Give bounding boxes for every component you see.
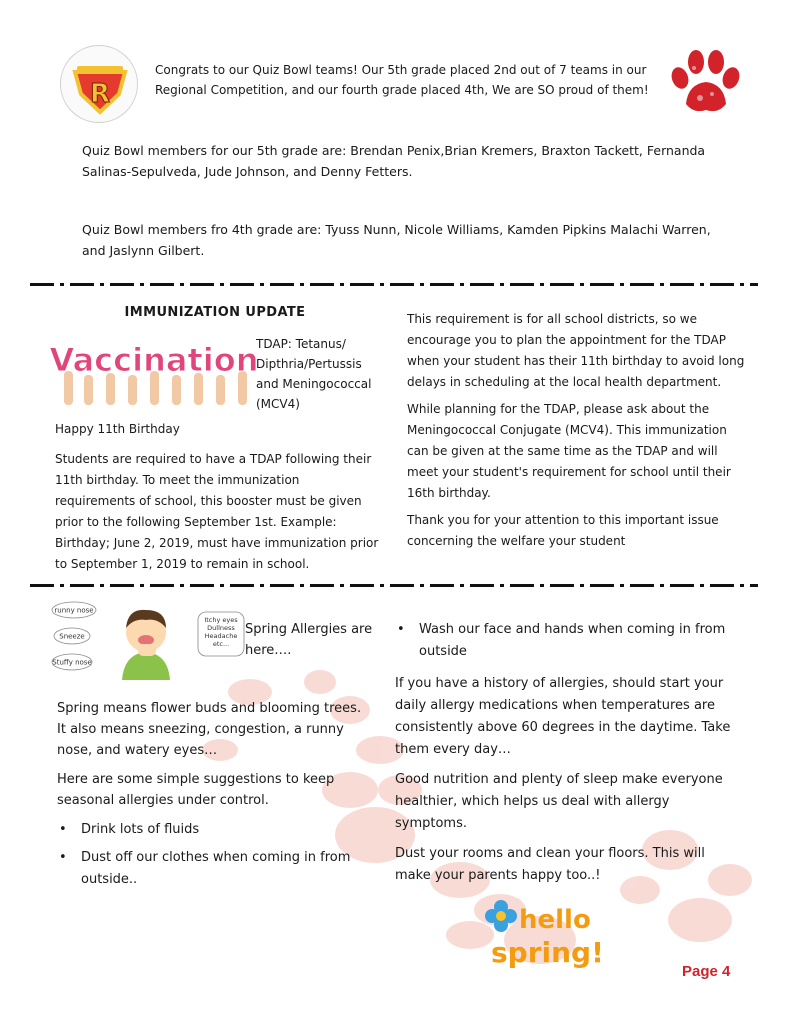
spring-allergies-title: Spring Allergies are here….: [245, 622, 373, 658]
bubble-sneeze: Sneeze: [59, 632, 85, 641]
happy-birthday-text: Happy 11th Birthday: [55, 422, 180, 436]
vaccination-word: Vaccination: [50, 341, 258, 379]
spring-word: spring!: [491, 936, 604, 969]
school-logo: [60, 45, 138, 123]
bullet-item: • Wash our face and hands when coming in from outside: [395, 619, 740, 663]
superhero-r-logo-icon: [61, 46, 139, 124]
spring-intro-paragraph: Spring means flower buds and blooming trees. It also means sneezing, congestion, a runny nose, and watery eyes…: [57, 701, 362, 758]
immunization-right-column: [407, 309, 747, 558]
logo-letter: R: [89, 79, 111, 109]
quiz-bowl-5th-members: Quiz Bowl members for our 5th grade are: Brendan Penix,Brian Kremers, Braxton Tackett, Fernanda Salinas-Sepulveda, Jude Johnson, and Denny Fetters.: [82, 143, 706, 179]
flower-icon: [485, 900, 517, 932]
bubble-stuffy-nose: Stuffy nose: [52, 658, 92, 667]
tdap-caption: TDAP: Tetanus/ Dipthria/Pertussis and Meningococcal (MCV4): [256, 337, 372, 411]
quiz-bowl-congrats: Congrats to our Quiz Bowl teams! Our 5th grade placed 2nd out of 7 teams in our Regional Competition, and our fourth grade placed 4th, We are SO proud of them!: [155, 63, 649, 97]
thank-you-paragraph: Thank you for your attention to this important issue concerning the welfare your student: [407, 513, 719, 548]
bullet-item: • Dust off our clothes when coming in from outside..: [57, 847, 367, 891]
hello-spring-graphic: [485, 898, 625, 970]
quiz-bowl-4th-members: Quiz Bowl members fro 4th grade are: Tyuss Nunn, Nicole Williams, Kamden Pipkins Malachi Warren, and Jaslynn Gilbert.: [82, 222, 711, 258]
nutrition-paragraph: Good nutrition and plenty of sleep make everyone healthier, which helps us deal with allergy symptoms.: [395, 772, 723, 831]
red-paw-icon: [666, 48, 744, 120]
immunization-title: IMMUNIZATION UPDATE: [124, 305, 306, 320]
spring-left-column: [57, 698, 367, 897]
meningococcal-paragraph: While planning for the TDAP, please ask about the Meningococcal Conjugate (MCV4). This immunization can be given at the same time as the TDAP and will meet your student's requirement for school until their 16th birthday.: [407, 402, 731, 500]
page-number: Page 4: [682, 963, 731, 980]
requirement-paragraph: This requirement is for all school districts, so we encourage you to plan the appointment for the TDAP when your student has their 11th birthday to avoid long delays in scheduling at the local health department.: [407, 312, 745, 389]
allergy-kid-illustration: [50, 598, 245, 680]
bullet-item: • Drink lots of fluids: [57, 819, 367, 841]
vaccination-image: [50, 335, 258, 407]
section-divider: [30, 283, 758, 286]
hello-word: hello: [519, 905, 591, 935]
students-requirement-text: Students are required to have a TDAP following their 11th birthday. To meet the immunization requirements of school, this booster must be given prior to the following September 1st. Example: Birthday; June 2, 2019, must have immunization prior to September 1, 2019 to remain in school.: [55, 452, 379, 571]
medication-paragraph: If you have a history of allergies, should start your daily allergy medications when temperatures are consistently above 60 degrees in the daytime. Take them every day…: [395, 676, 731, 757]
suggestions-paragraph: Here are some simple suggestions to keep seasonal allergies under control.: [57, 772, 335, 808]
bubble-itchy-eyes: Itchy eyes Dullness Headache etc...: [204, 616, 238, 648]
dust-paragraph: Dust your rooms and clean your floors. This will make your parents happy too..!: [395, 846, 705, 883]
spring-right-column: [395, 619, 740, 895]
bubble-runny-nose: runny nose: [54, 606, 94, 615]
section-divider: [30, 584, 758, 587]
